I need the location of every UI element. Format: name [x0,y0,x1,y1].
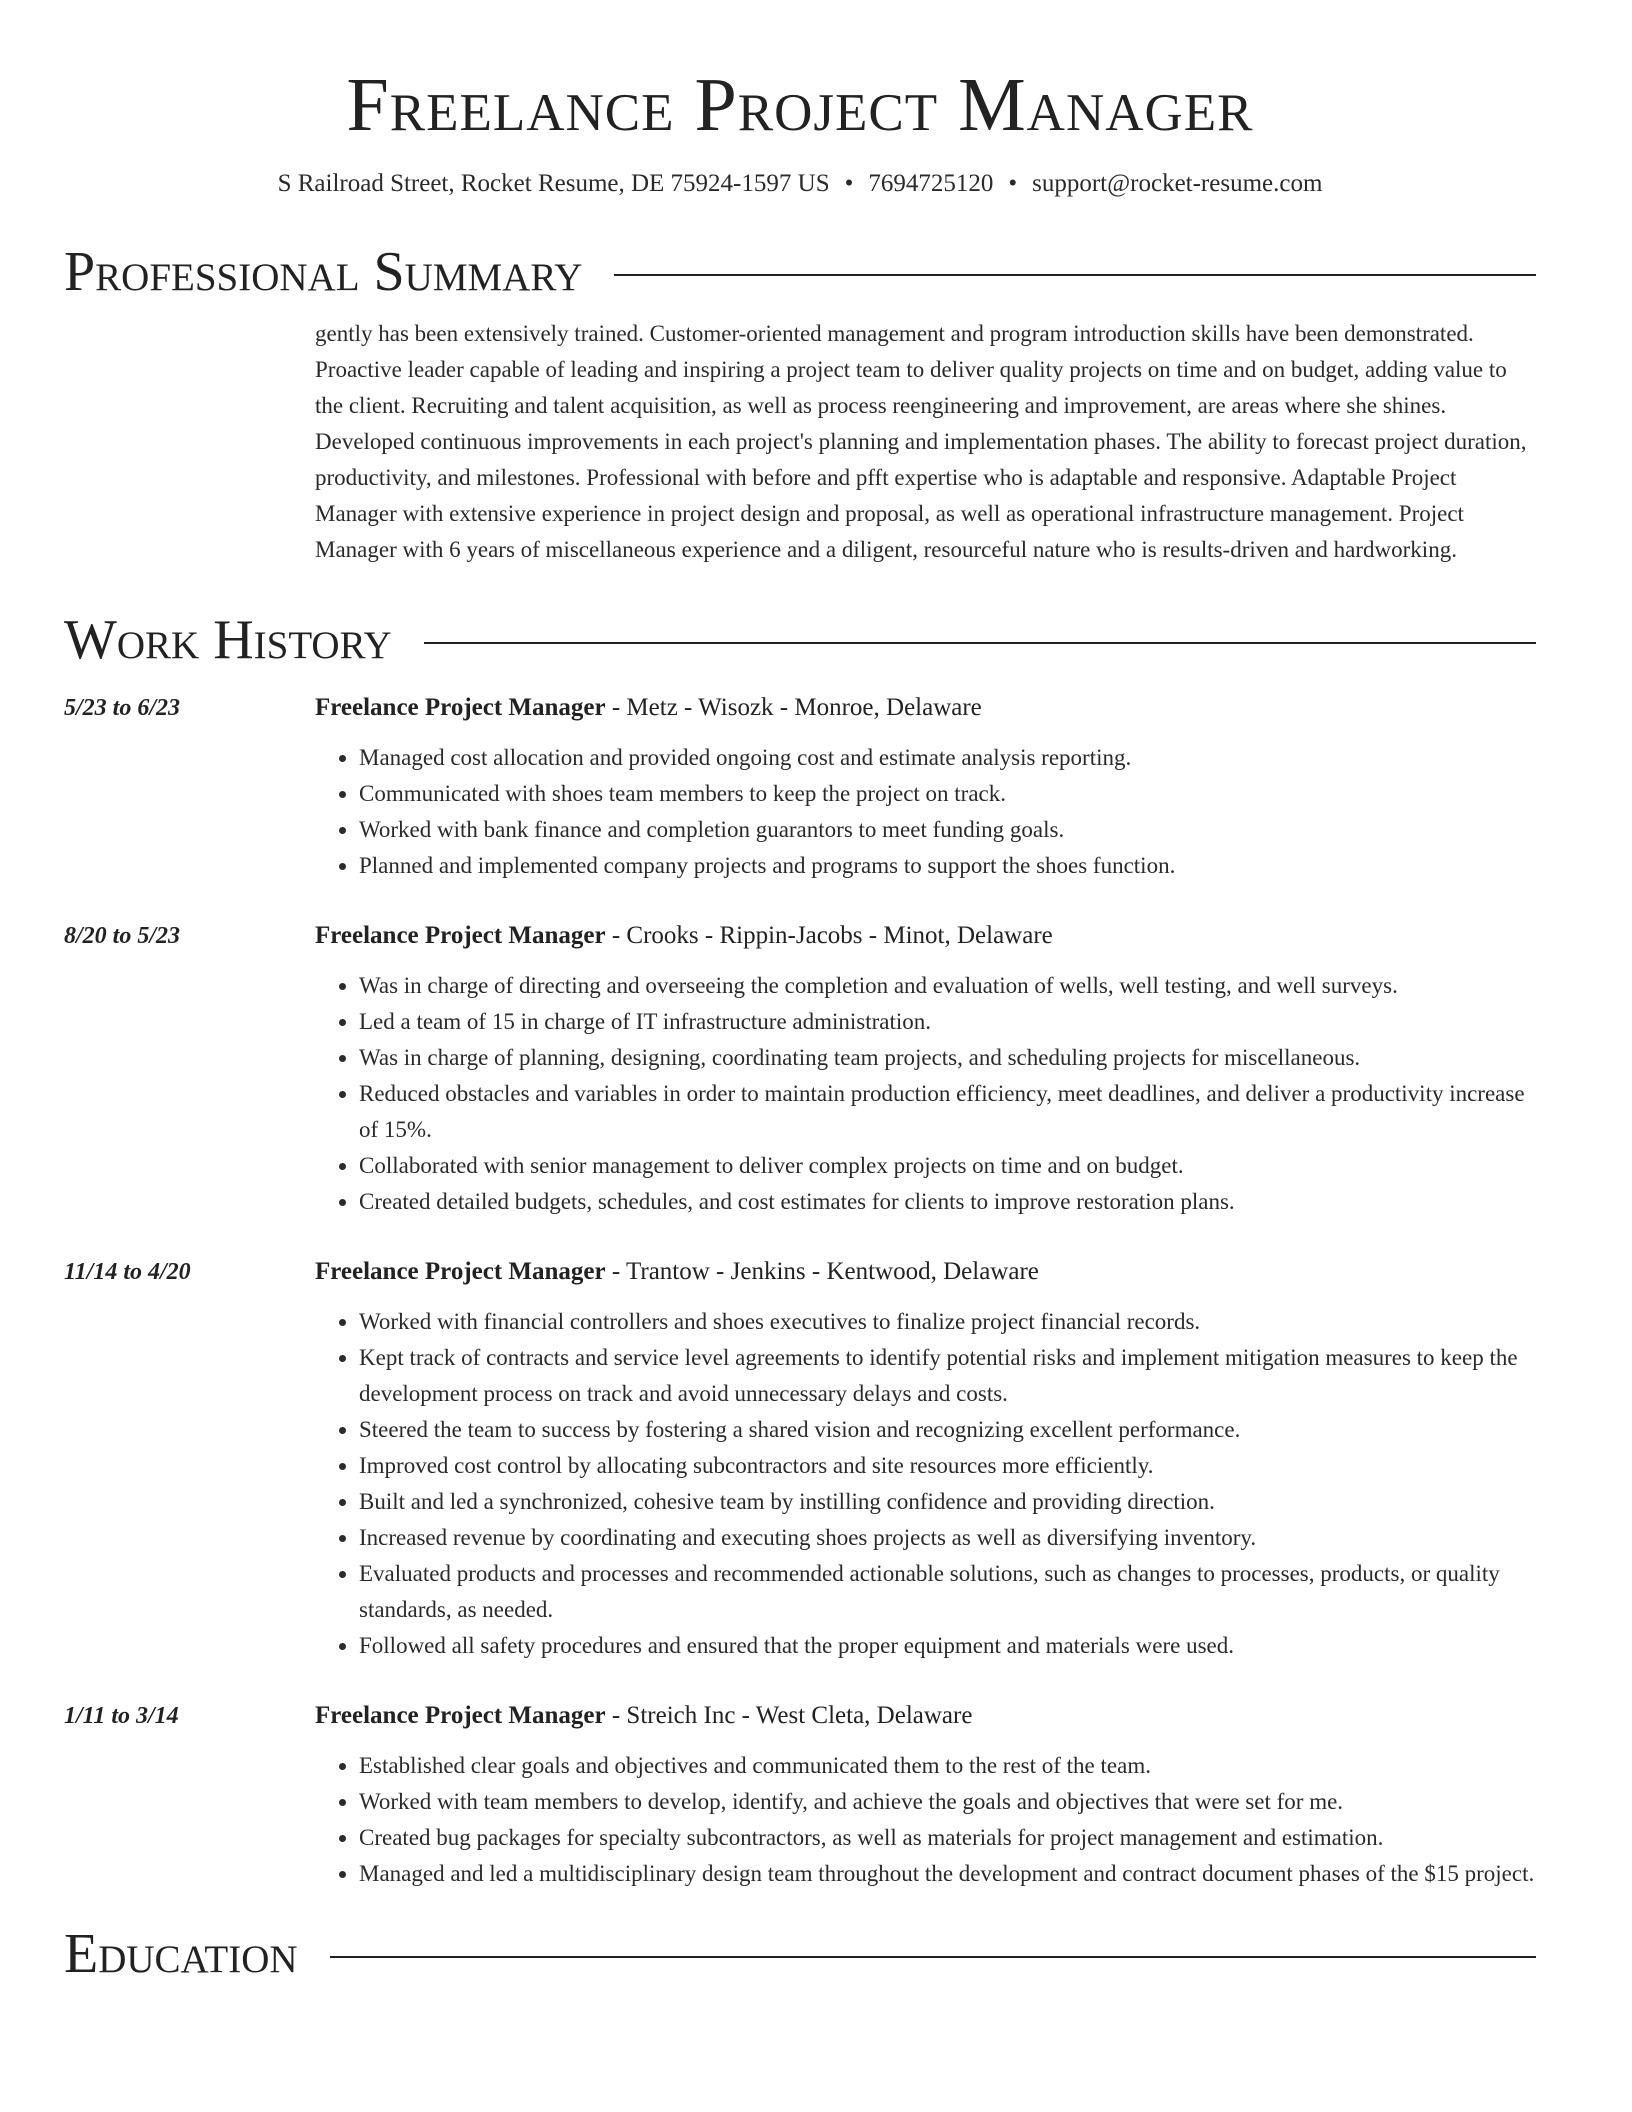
job-entry [64,918,1536,1220]
section-title: Professional Summary [64,241,583,303]
job-bullet-list [315,740,1536,884]
job-bullet: • Reduced obstacles and variables in order to maintain production efficiency, meet deadlines, and deliver a productivity increase of 15%. [359,1076,1536,1148]
section-heading-work-history [64,608,1536,672]
contact-email: support@rocket-resume.com [1032,170,1323,197]
job-heading [315,690,1536,726]
contact-line [64,168,1536,200]
job-bullet: • Established clear goals and objectives and communicated them to the rest of the team. [359,1748,1536,1784]
job-dates: 11/14 to 4/20 [64,1259,191,1285]
job-details [315,1698,1536,1892]
job-employer: - Crooks - Rippin-Jacobs - Minot, Delaware [605,922,1053,949]
job-dates: 8/20 to 5/23 [64,923,181,949]
section-title: Education [64,1923,298,1985]
job-bullet: • Worked with team members to develop, identify, and achieve the goals and objectives that were set for me. [359,1784,1536,1820]
job-bullet: • Kept track of contracts and service level agreements to identify potential risks and implement mitigation measures to keep the development process on track and avoid unnecessary delays and costs. [359,1340,1536,1412]
job-details [315,1254,1536,1664]
job-bullet-list [315,1304,1536,1664]
section-title: Work History [64,609,392,671]
job-title: Freelance Project Manager [315,694,606,721]
work-history-list [64,690,1536,1892]
job-entry [64,690,1536,884]
job-bullet: • Managed and led a multidisciplinary design team throughout the development and contract document phases of the $15 project. [359,1856,1536,1892]
job-employer: - Trantow - Jenkins - Kentwood, Delaware [605,1258,1039,1285]
job-bullet-list [315,1748,1536,1892]
job-bullet: • Evaluated products and processes and recommended actionable solutions, such as changes to processes, products, or quality standards, as needed. [359,1556,1536,1628]
job-employer: - Streich Inc - West Cleta, Delaware [605,1702,973,1729]
job-bullet: • Increased revenue by coordinating and executing shoes projects as well as diversifying inventory. [359,1520,1536,1556]
job-title: Freelance Project Manager [315,922,606,949]
resume-name: Freelance Project Manager [346,63,1254,147]
section-heading-education [64,1922,1536,1986]
contact-address: S Railroad Street, Rocket Resume, DE 75924-1597 US [277,170,830,197]
job-bullet: • Improved cost control by allocating subcontractors and site resources more efficiently. [359,1448,1536,1484]
job-bullet: • Created bug packages for specialty subcontractors, as well as materials for project management and estimation. [359,1820,1536,1856]
job-bullet-list [315,968,1536,1220]
job-bullet: • Built and led a synchronized, cohesive team by instilling confidence and providing direction. [359,1484,1536,1520]
job-heading [315,1254,1536,1290]
contact-separator: • [844,170,854,197]
job-employer: - Metz - Wisozk - Monroe, Delaware [605,694,982,721]
section-divider [330,1956,1536,1958]
job-bullet: • Was in charge of planning, designing, coordinating team projects, and scheduling projects for miscellaneous. [359,1040,1536,1076]
section-divider [424,642,1536,644]
job-title: Freelance Project Manager [315,1702,606,1729]
job-details [315,918,1536,1220]
job-entry [64,1254,1536,1664]
summary-text: gently has been extensively trained. Customer-oriented management and program introduction skills have been demonstrated. Proactive leader capable of leading and inspiring a project team to deliver quality projects on time and on budget, adding value to the client. Recruiting and talent acquisition, as well as process reengineering and improvement, are areas where she shines. Developed continuous improvements in each project's planning and implementation phases. The ability to forecast project duration, productivity, and milestones. Professional with before and pfft expertise who is adaptable and responsive. Adaptable Project Manager with extensive experience in project design and proposal, as well as operational infrastructure management. Project Manager with 6 years of miscellaneous experience and a diligent, resourceful nature who is results-driven and hardworking. [315,321,1527,562]
job-bullet: • Managed cost allocation and provided ongoing cost and estimate analysis reporting. [359,740,1536,776]
job-bullet: • Communicated with shoes team members to keep the project on track. [359,776,1536,812]
job-bullet: • Steered the team to success by fostering a shared vision and recognizing excellent performance. [359,1412,1536,1448]
job-bullet: • Followed all safety procedures and ensured that the proper equipment and materials were used. [359,1628,1536,1664]
job-heading [315,918,1536,954]
job-bullet: • Worked with financial controllers and shoes executives to finalize project financial records. [359,1304,1536,1340]
job-details [315,690,1536,884]
job-bullet: • Created detailed budgets, schedules, and cost estimates for clients to improve restoration plans. [359,1184,1536,1220]
job-bullet: • Led a team of 15 in charge of IT infrastructure administration. [359,1004,1536,1040]
job-bullet: • Collaborated with senior management to deliver complex projects on time and on budget. [359,1148,1536,1184]
job-title: Freelance Project Manager [315,1258,606,1285]
job-entry [64,1698,1536,1892]
job-bullet: • Was in charge of directing and overseeing the completion and evaluation of wells, well testing, and well surveys. [359,968,1536,1004]
job-bullet: • Planned and implemented company projects and programs to support the shoes function. [359,848,1536,884]
section-divider [614,274,1536,276]
job-heading [315,1698,1536,1734]
section-heading-summary [64,240,1536,304]
contact-phone: 7694725120 [868,170,994,197]
job-dates: 1/11 to 3/14 [64,1703,179,1729]
job-bullet: • Worked with bank finance and completion guarantors to meet funding goals. [359,812,1536,848]
job-dates: 5/23 to 6/23 [64,695,181,721]
contact-separator: • [1008,170,1018,197]
